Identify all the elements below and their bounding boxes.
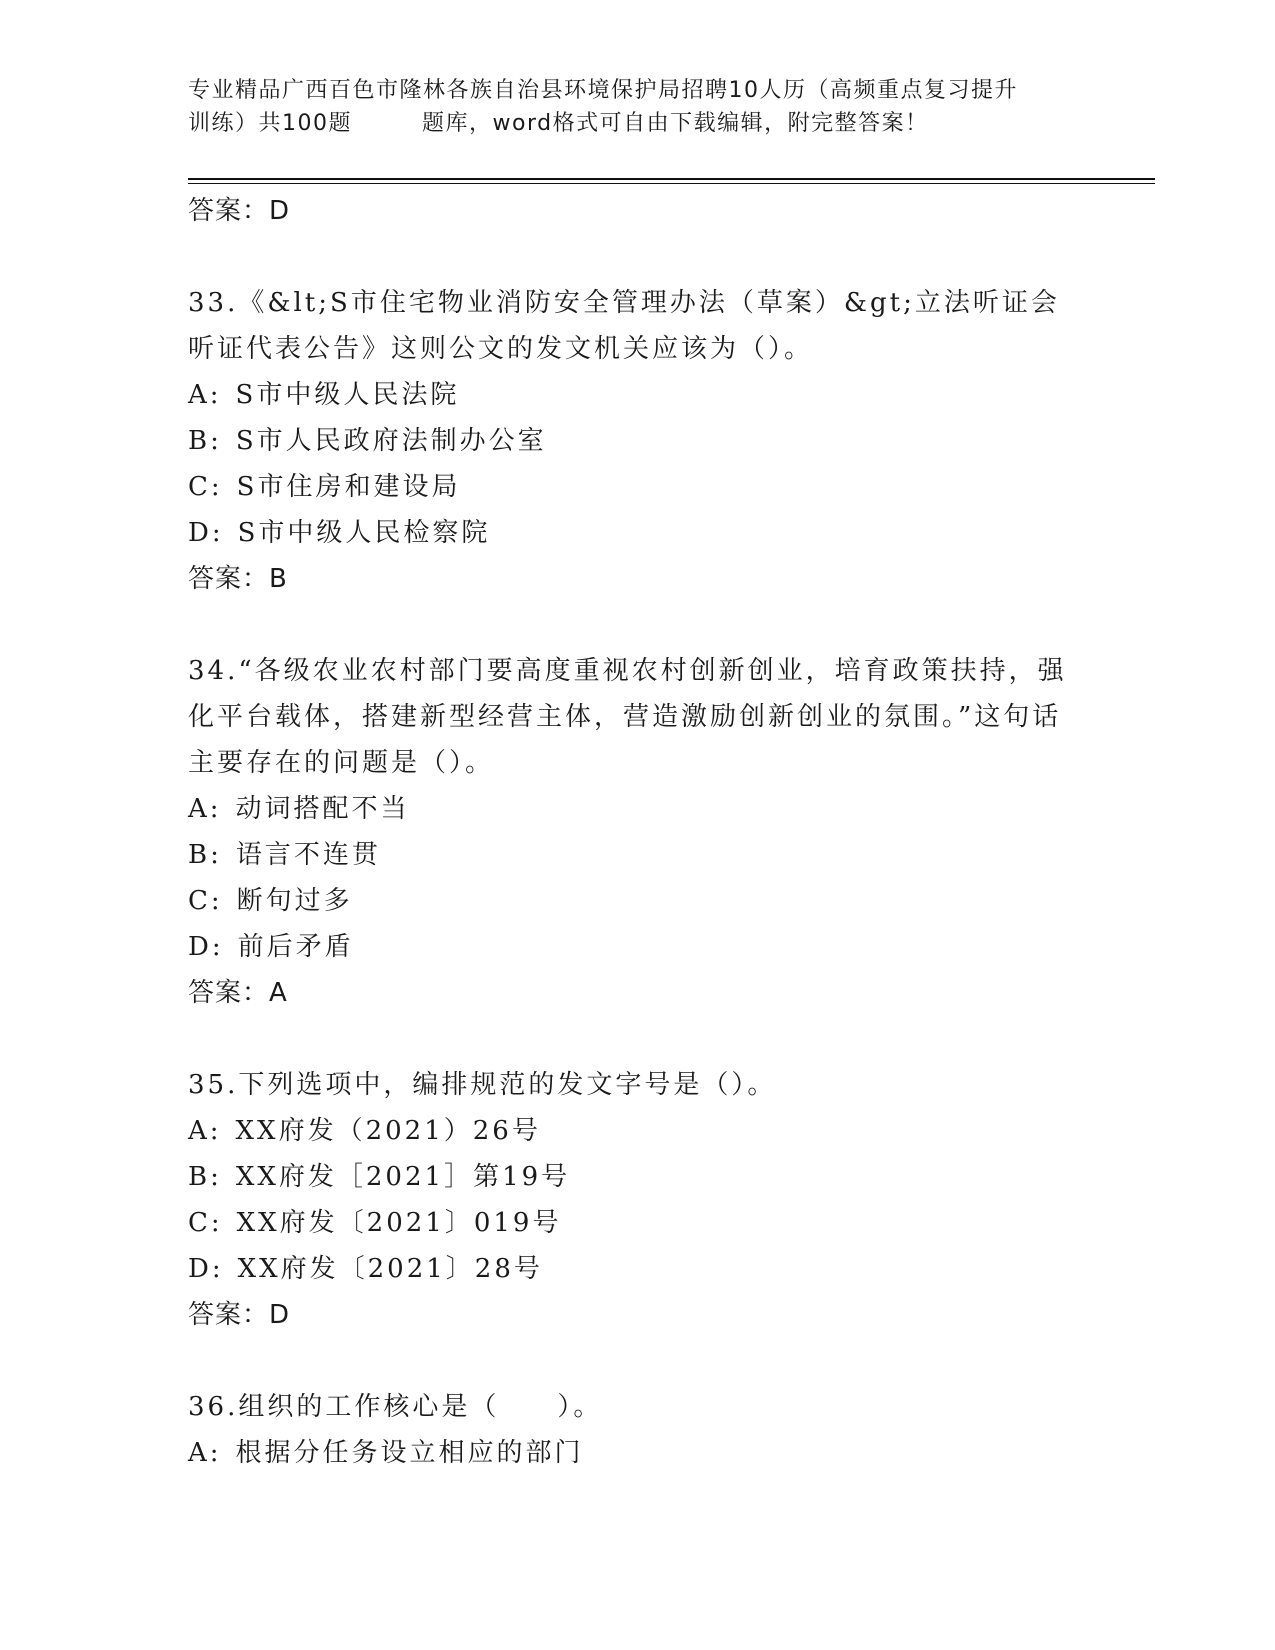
page-header <box>188 74 1088 140</box>
question-item <box>188 648 1088 1016</box>
option-d <box>188 510 1088 556</box>
option-label: B: <box>188 840 222 870</box>
option-text: XX府发［2021］第19号 <box>235 1162 571 1192</box>
option-c <box>188 464 1088 510</box>
header-line-2-part-1: 训练）共100题 <box>188 111 352 136</box>
option-d <box>188 1246 1088 1292</box>
answer-line: 答案：D <box>188 1300 291 1330</box>
option-label: C: <box>188 472 223 502</box>
question-item <box>188 1062 1088 1338</box>
answer-line: 答案：B <box>188 564 288 594</box>
question-stem: 34.“各级农业农村部门要高度重视农村创新创业，培育政策扶持，强化平台载体，搭建新型经营主体，营造激励创新创业的氛围。”这句话主要存在的问题是（）。 <box>188 656 1067 778</box>
option-text: 根据分任务设立相应的部门 <box>235 1438 584 1468</box>
question-stem: 36.组织的工作核心是（ ）。 <box>188 1392 603 1422</box>
option-text: 前后矛盾 <box>237 932 354 962</box>
option-a <box>188 786 1088 832</box>
option-text: 断句过多 <box>236 886 353 916</box>
option-text: XX府发〔2021〕28号 <box>237 1254 543 1284</box>
option-label: C: <box>188 886 223 916</box>
option-label: A: <box>188 1116 222 1146</box>
option-text: 语言不连贯 <box>235 840 381 870</box>
option-text: S市住房和建设局 <box>236 472 461 502</box>
option-label: A: <box>188 794 222 824</box>
option-text: S市人民政府法制办公室 <box>235 426 547 456</box>
option-b <box>188 832 1088 878</box>
option-label: D: <box>188 1254 224 1284</box>
option-a <box>188 1108 1088 1154</box>
option-text: S市中级人民检察院 <box>237 518 491 548</box>
header-line-2 <box>188 107 1088 140</box>
header-line-2-part-2: 题库，word格式可自由下载编辑，附完整答案！ <box>422 111 929 136</box>
option-label: B: <box>188 1162 222 1192</box>
option-b <box>188 1154 1088 1200</box>
answer-line: 答案：D <box>188 196 291 226</box>
question-stem: 33.《&lt;S市住宅物业消防安全管理办法（草案）&gt;立法听证会听证代表公告》这则公文的发文机关应该为（）。 <box>188 288 1060 364</box>
option-text: XX府发〔2021〕019号 <box>236 1208 562 1238</box>
option-c <box>188 878 1088 924</box>
answer-line: 答案：A <box>188 978 288 1008</box>
option-label: D: <box>188 932 224 962</box>
option-text: 动词搭配不当 <box>235 794 410 824</box>
option-label: D: <box>188 518 224 548</box>
option-label: A: <box>188 1438 222 1468</box>
option-label: B: <box>188 426 222 456</box>
question-stem: 35.下列选项中，编排规范的发文字号是（）。 <box>188 1070 777 1100</box>
option-c <box>188 1200 1088 1246</box>
option-d <box>188 924 1088 970</box>
header-divider-thick <box>188 178 1155 180</box>
option-text: S市中级人民法院 <box>235 380 460 410</box>
option-label: A: <box>188 380 222 410</box>
option-b <box>188 418 1088 464</box>
header-line-1: 专业精品广西百色市隆林各族自治县环境保护局招聘10人历（高频重点复习提升 <box>188 78 1018 103</box>
question-list <box>188 188 1088 1476</box>
option-text: XX府发（2021）26号 <box>235 1116 541 1146</box>
option-a <box>188 1430 1088 1476</box>
question-item <box>188 280 1088 602</box>
option-label: C: <box>188 1208 223 1238</box>
option-a <box>188 372 1088 418</box>
header-divider-thin <box>188 183 1155 184</box>
question-item <box>188 1384 1088 1476</box>
